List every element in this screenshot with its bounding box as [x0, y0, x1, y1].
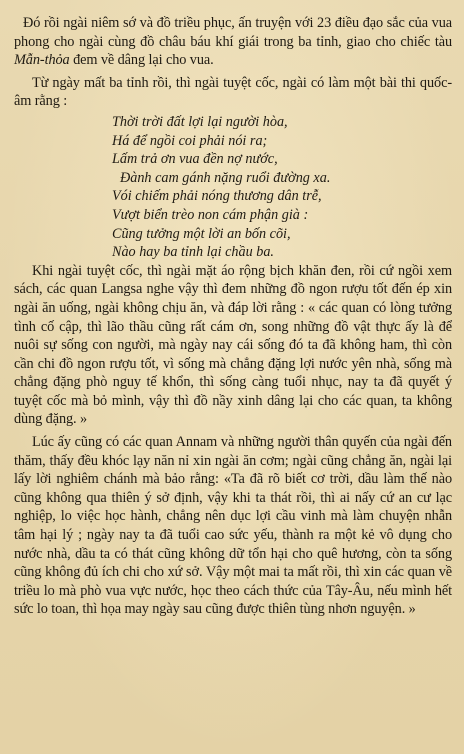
paragraph-2: Từ ngày mất ba tỉnh rồi, thì ngài tuyệt cốc, ngài có làm một bài thi quốc-âm rằng : — [14, 74, 452, 110]
paragraph-1-text-b: đem về dâng lại cho vua. — [69, 52, 214, 69]
poem-line-3: Lấm trả ơn vua đền nợ nước, — [112, 151, 278, 168]
poem-line-4: Đành cam gánh nặng ruổi đường xa. — [120, 169, 331, 186]
poem-line-7: Cũng tưởng một lời an bốn cõi, — [112, 225, 291, 242]
poem-line-6: Vượt biển trèo non cám phận già : — [112, 206, 309, 223]
ship-name: Mẫn-thỏa — [14, 52, 70, 69]
poem-line-5: Vói chiếm phải nóng thương dân trễ, — [112, 188, 322, 205]
paragraph-1 — [14, 14, 452, 70]
poem-line-8: Nào hay ba tỉnh lại chầu ba. — [112, 244, 274, 261]
poem-line-1: Thời trời đất lợi lại người hòa, — [112, 113, 288, 130]
poem-line-2: Há để ngồi coi phải nói ra; — [112, 132, 268, 149]
paragraph-3: Khi ngài tuyệt cốc, thì ngài mặt áo rộng bịch khăn đen, rồi cứ ngồi xem sách, các quan Langsa nghe vậy thì đem những đồ ngon rượu tốt đến ép xin ngài ăn uống, ngài không chịu ăn, và đáp lời rằng : « các quan có lòng tưởng tình cố cập, thì lão thầu cũng rất cám ơn, song những đồ vật thực ấy là để nuôi sự sống con người, mà ngày nay cái sống đó ta đã không ham, thì còn cần chi đồ ngon rượu tốt, vì sống mà chẳng đặng lợi nước yên nhà, sống mà chẳng đặng phò nguy tế khổn, thì sống càng tuổi nhục, nay ta đã quyết ý tuyệt cốc mà bỏ mình, vậy thì đồ nầy xinh dâng lại cho các quan, ta không dùng đặng. » — [14, 262, 452, 428]
paragraph-1-text-a: Đó rồi ngài niêm sớ và đồ triều phục, ấn truyện với 23 điều đạo sắc của vua phong cho ngài cùng đồ châu báu khí giái trong ba tỉnh, giao cho chiếc tàu — [14, 15, 452, 50]
paragraph-4: Lúc ấy cũng có các quan Annam và những người thân quyến của ngài đến thăm, thấy đều khóc lạy năn nỉ xin ngài ăn cơm; ngài cũng chẳng ăn, ngài lại lấy lời nghiêm chánh mà bảo rằng: «Ta đã rõ biết cơ trời, dầu làm thế nào cũng không qua thiên ý sở định, vậy khi ta thát rồi, thì ai nấy cứ an cư lạc nghiệp, lo việc học hành, chẳng nên dục lợi cầu vinh mà làm chuyện nhẫn tâm hại lý ; ngày nay ta đã tuổi cao sức yếu, thành ra một kẻ vô dụng cho nước nhà, dầu ta có thát cũng không dữ tổn hại cho quê hương, còn ta sống cũng không đủ ích chi cho xứ sở. Vậy một mai ta mất rồi, thì xin các quan về triều lo mà phò vua vực nước, học theo cách thức của Tây-Âu, nếu mình hết sức lo toan, thì họa may ngày sau cũng được thiên tùng nhơn nguyện. » — [14, 434, 452, 618]
poem — [112, 113, 452, 262]
